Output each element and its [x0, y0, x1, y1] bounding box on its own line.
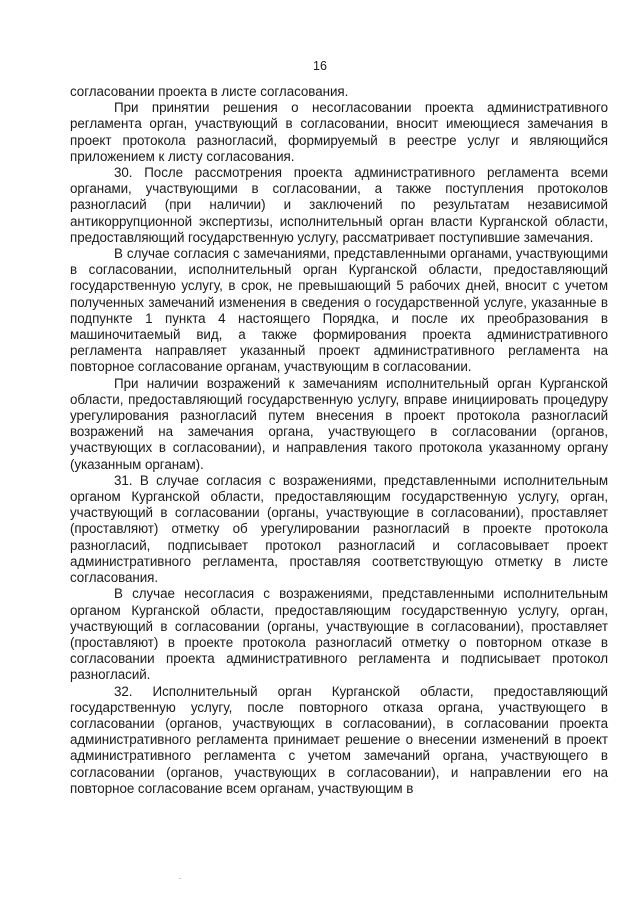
document-body: [70, 84, 608, 797]
scan-artifact: [179, 878, 181, 879]
paragraph-item-30: 30. После рассмотрения проекта административного регламента всеми органами, участвующими в согласовании, а также поступления протоколов разногласий (при наличии) и заключений по результатам независимой антикоррупционной экспертизы, исполнительный орган власти Курганской области, предоставляющий государственную услугу, рассматривает поступившие замечания.: [70, 165, 608, 245]
paragraph-disagreement-with-objections: В случае несогласия с возражениями, представленными исполнительным органом Курганской области, предоставляющим государственную услугу, орган, участвующий в согласовании (органы, участвующие в согласовании), проставляет (проставляют) в проекте протокола разногласий отметку о повторном отказе в согласовании проекта административного регламента и подписывает протокол разногласий.: [70, 586, 608, 683]
paragraph-item-32: 32. Исполнительный орган Курганской области, предоставляющий государственную услугу, после повторного отказа органа, участвующего в согласовании (органов, участвующих в согласовании), в согласовании проекта административного регламента принимает решение о внесении изменений в проект административного регламента с учетом замечаний органа, участвующего в согласовании (органов, участвующих в согласовании), и направлении его на повторное согласование всем органам, участвующим в: [70, 683, 608, 796]
page-number: 16: [313, 59, 327, 73]
paragraph-continuation: согласовании проекта в листе согласования.: [70, 84, 349, 99]
paragraph-disagreement: При принятии решения о несогласовании проекта административного регламента орган, участвующий в согласовании, вносит имеющиеся замечания в проект протокола разногласий, формируемый в реестре услуг и являющийся приложением к листу согласования.: [70, 100, 608, 164]
paragraph-objections: При наличии возражений к замечаниям исполнительный орган Курганской области, предоставляющий государственную услугу, вправе инициировать процедуру урегулирования разногласий путем внесения в проект протокола разногласий возражений на замечания органа, участвующего в согласовании (органов, участвующих в согласовании), и направления такого протокола указанному органу (указанным органам).: [70, 375, 608, 472]
paragraph-agreement-with-remarks: В случае согласия с замечаниями, представленными органами, участвующими в согласовании, исполнительный орган Курганской области, предоставляющий государственную услугу, в срок, не превышающий 5 рабочих дней, вносит с учетом полученных замечаний изменения в сведения о государственной услуге, указанные в подпункте 1 пункта 4 настоящего Порядка, и после их преобразования в машиночитаемый вид, а также формирования проекта административного регламента направляет указанный проект административного регламента на повторное согласование органам, участвующим в согласовании.: [70, 246, 608, 375]
paragraph-item-31: 31. В случае согласия с возражениями, представленными исполнительным органом Курганской области, предоставляющим государственную услугу, орган, участвующий в согласовании (органы, участвующие в согласовании), проставляет (проставляют) отметку об урегулировании разногласий в проекте протокола разногласий, подписывает протокол разногласий и согласовывает проект административного регламента, проставляя соответствующую отметку в листе согласования.: [70, 472, 608, 586]
